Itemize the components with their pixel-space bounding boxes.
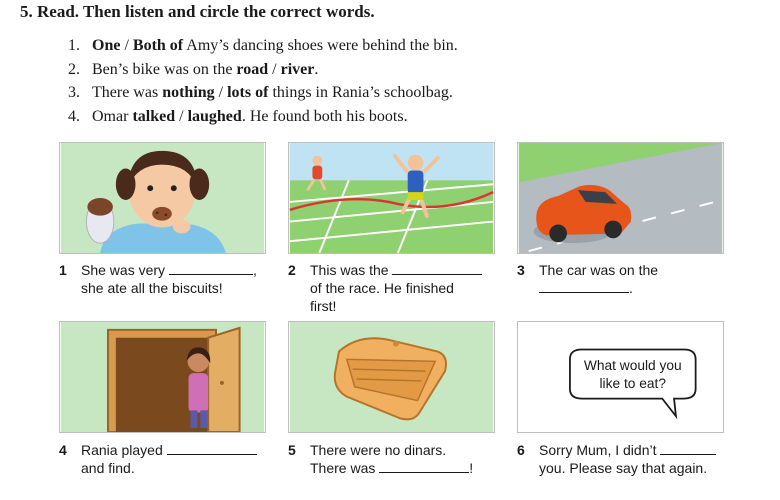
caption-number: 2 [288, 262, 296, 278]
exercise-item-3 [68, 81, 458, 105]
picture-girl-in-wardrobe [59, 321, 266, 433]
picture-speech-bubble [517, 321, 724, 433]
item-text: Amy’s dancing shoes were behind the bin. [183, 37, 458, 54]
option-both-of[interactable]: Both of [132, 37, 184, 54]
caption-text: Rania played [81, 442, 163, 458]
answer-blank[interactable] [379, 459, 469, 473]
car-illustration [518, 143, 723, 253]
exercise-item-4 [68, 105, 458, 129]
caption-text: ! [469, 460, 474, 476]
picture-empty-purse [288, 321, 495, 433]
answer-blank[interactable] [169, 261, 253, 275]
girl-eating-illustration [60, 143, 265, 253]
caption-text: . [629, 280, 633, 296]
exercise-list [68, 34, 458, 128]
item-text: Ben’s bike was on the [92, 60, 237, 78]
speech-bubble-line-1: What would you [583, 358, 682, 374]
speech-bubble-line-2: like to eat? [599, 375, 667, 391]
exercise-heading: 5. Read. Then listen and circle the correct words. [20, 2, 375, 21]
caption-text: The car was on the [539, 262, 659, 278]
option-separator: / [214, 84, 228, 101]
purse-illustration [289, 322, 494, 432]
item-number: 2. [68, 60, 80, 78]
option-laughed[interactable]: laughed [187, 107, 242, 125]
answer-blank[interactable] [660, 441, 716, 455]
race-illustration [289, 143, 494, 253]
speech-bubble-illustration [518, 322, 723, 432]
wardrobe-illustration [60, 322, 265, 432]
caption-text: This was the [310, 262, 389, 278]
answer-blank[interactable] [167, 441, 257, 455]
caption-text: Sorry Mum, I didn’t [539, 442, 657, 458]
item-text: things in Rania’s schoolbag. [268, 84, 453, 101]
option-lots-of[interactable]: lots of [227, 84, 269, 101]
caption-text: There was [310, 460, 376, 476]
option-talked[interactable]: talked [132, 107, 176, 125]
item-number: 4. [68, 107, 80, 125]
item-text: . He found both his boots. [241, 107, 408, 125]
caption-number: 5 [288, 442, 296, 458]
caption-text: you. Please say that again. [539, 460, 708, 476]
option-separator: / [120, 37, 133, 54]
exercise-item-2 [68, 58, 458, 82]
picture-car-on-road [517, 142, 724, 254]
caption-text: first! [310, 298, 337, 314]
item-text: There was [92, 84, 163, 101]
caption-text: There were no dinars. [310, 442, 447, 458]
caption-text: she ate all the biscuits! [81, 280, 223, 296]
item-number: 3. [68, 84, 80, 101]
picture-boy-winning-race [288, 142, 495, 254]
caption-number: 6 [517, 442, 525, 458]
option-road[interactable]: road [236, 60, 269, 78]
option-nothing[interactable]: nothing [162, 84, 215, 101]
picture-girl-eating-biscuits [59, 142, 266, 254]
caption-text: She was very [81, 262, 166, 278]
option-separator: / [268, 60, 281, 78]
caption-text: , [252, 262, 257, 278]
answer-blank[interactable] [539, 279, 629, 293]
exercise-item-1 [68, 34, 458, 58]
option-river[interactable]: river [280, 60, 315, 78]
item-text: Omar [92, 107, 133, 125]
caption-text: of the race. He finished [310, 280, 454, 296]
caption-number: 3 [517, 262, 525, 278]
caption-text: and find. [81, 460, 135, 476]
caption-number: 1 [59, 262, 67, 278]
option-one[interactable]: One [92, 37, 121, 54]
item-text: . [314, 60, 319, 78]
item-number: 1. [68, 37, 80, 54]
option-separator: / [175, 107, 188, 125]
answer-blank[interactable] [392, 261, 482, 275]
caption-number: 4 [59, 442, 67, 458]
